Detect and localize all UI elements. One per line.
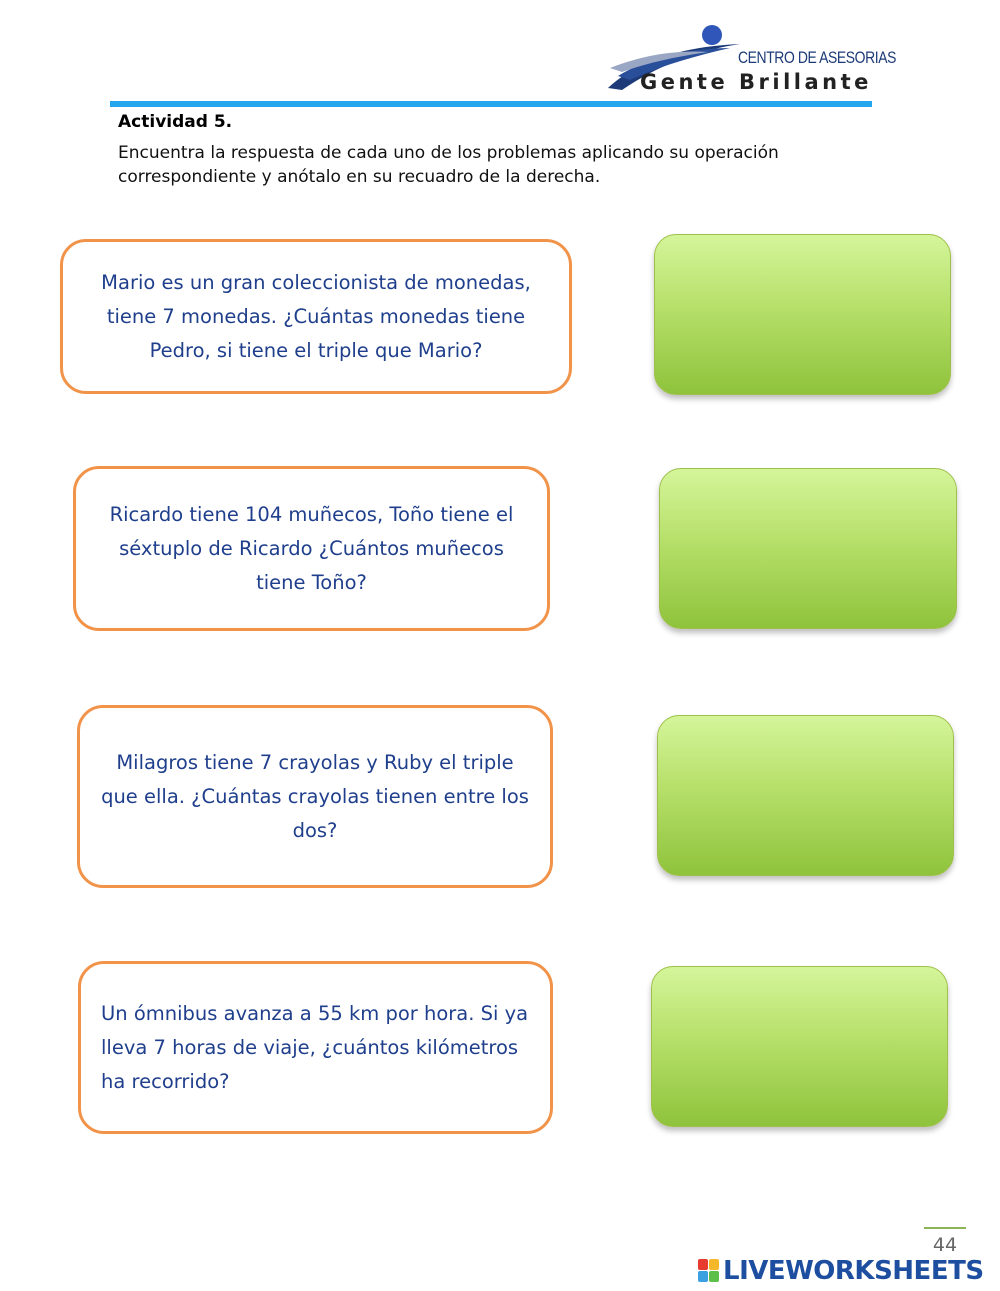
activity-instructions: Encuentra la respuesta de cada uno de los problemas aplicando su operación correspondiente y anótalo en su recuadro de la derecha. bbox=[118, 143, 779, 187]
gente-brillante-logo bbox=[600, 18, 896, 102]
answer-box-3[interactable] bbox=[657, 715, 954, 876]
page-number-rule bbox=[924, 1227, 966, 1229]
activity-title: Actividad 5. bbox=[118, 112, 233, 132]
logo-line1: CENTRO DE ASESORIAS bbox=[738, 48, 896, 67]
problem-text: Un ómnibus avanza a 55 km por hora. Si ya lleva 7 horas de viaje, ¿cuántos kilómetros ha recorrido? bbox=[101, 1001, 529, 1093]
page-number: 44 bbox=[932, 1234, 958, 1256]
problem-text: Milagros tiene 7 crayolas y Ruby el triple que ella. ¿Cuántas crayolas tienen entre los dos? bbox=[101, 750, 529, 842]
liveworksheets-logo-icon bbox=[698, 1259, 720, 1283]
answer-box-4[interactable] bbox=[651, 966, 948, 1127]
liveworksheets-brand bbox=[698, 1256, 984, 1286]
header-rule bbox=[110, 101, 872, 107]
liveworksheets-label: LIVEWORKSHEETS bbox=[723, 1256, 984, 1286]
problem-card-4 bbox=[78, 961, 553, 1134]
answer-box-1[interactable] bbox=[654, 234, 951, 395]
logo-line2: Gente Brillante bbox=[640, 70, 872, 94]
problem-text: Mario es un gran coleccionista de monedas, tiene 7 monedas. ¿Cuántas monedas tiene Pedro, si tiene el triple que Mario? bbox=[101, 270, 531, 362]
problem-text: Ricardo tiene 104 muñecos, Toño tiene el séxtuplo de Ricardo ¿Cuántos muñecos tiene Toño? bbox=[109, 502, 514, 594]
problem-card-1 bbox=[60, 239, 572, 394]
problem-card-2 bbox=[73, 466, 550, 631]
problem-card-3 bbox=[77, 705, 553, 888]
answer-box-2[interactable] bbox=[659, 468, 957, 629]
